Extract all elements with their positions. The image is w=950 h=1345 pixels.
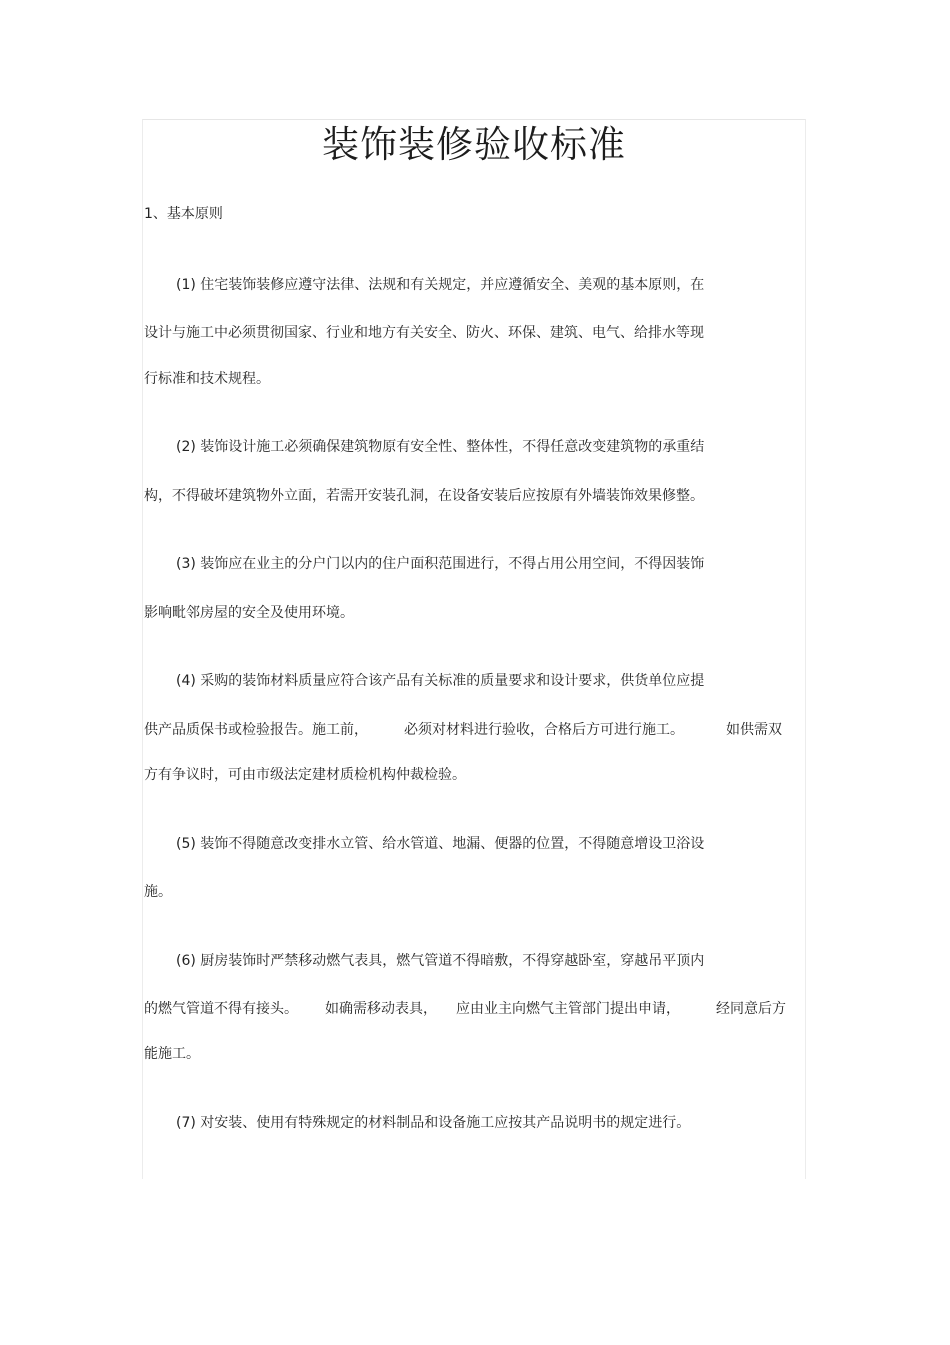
paragraph-2-line-2: 构，不得破坏建筑物外立面，若需开安装孔洞，在设备安装后应按原有外墙装饰效果修整。 xyxy=(144,488,704,504)
paragraph-7-line-1: (7) 对安装、使用有特殊规定的材料制品和设备施工应按其产品说明书的规定进行。 xyxy=(176,1115,691,1131)
paragraph-6-line-2-part-2: 如确需移动表具， xyxy=(325,1001,437,1017)
paragraph-4-line-2-part-1: 供产品质保书或检验报告。施工前， xyxy=(144,722,368,738)
paragraph-6-line-2-part-4: 经同意后方 xyxy=(716,1001,786,1017)
paragraph-6-line-2 xyxy=(144,999,786,1019)
document-title: 装饰装修验收标准 xyxy=(322,123,626,166)
paragraph-1-line-1: (1) 住宅装饰装修应遵守法律、法规和有关规定，并应遵循安全、美观的基本原则，在 xyxy=(176,277,705,293)
paragraph-4-line-2 xyxy=(144,720,782,740)
paragraph-4-line-1: (4) 采购的装饰材料质量应符合该产品有关标准的质量要求和设计要求，供货单位应提 xyxy=(176,673,705,689)
section-heading: 1、基本原则 xyxy=(144,206,223,222)
paragraph-3-line-1: (3) 装饰应在业主的分户门以内的住户面积范围进行，不得占用公用空间，不得因装饰 xyxy=(176,556,705,572)
paragraph-4-line-2-part-2: 必须对材料进行验收，合格后方可进行施工。 xyxy=(404,722,684,738)
paragraph-6-line-2-part-3: 应由业主向燃气主管部门提出申请， xyxy=(456,1001,680,1017)
paragraph-4-line-2-part-3: 如供需双 xyxy=(726,722,782,738)
paragraph-6-line-2-part-1: 的燃气管道不得有接头。 xyxy=(144,1001,298,1017)
paragraph-6-line-3: 能施工。 xyxy=(144,1046,200,1062)
paragraph-5-line-2: 施。 xyxy=(144,884,172,900)
paragraph-1-line-2: 设计与施工中必须贯彻国家、行业和地方有关安全、防火、环保、建筑、电气、给排水等现 xyxy=(144,325,704,341)
paragraph-4-line-3: 方有争议时，可由市级法定建材质检机构仲裁检验。 xyxy=(144,767,466,783)
paragraph-3-line-2: 影响毗邻房屋的安全及使用环境。 xyxy=(144,605,354,621)
paragraph-5-line-1: (5) 装饰不得随意改变排水立管、给水管道、地漏、便器的位置，不得随意增设卫浴设 xyxy=(176,836,705,852)
paragraph-1-line-3: 行标准和技术规程。 xyxy=(144,371,270,387)
paragraph-2-line-1: (2) 装饰设计施工必须确保建筑物原有安全性、整体性，不得任意改变建筑物的承重结 xyxy=(176,439,705,455)
paragraph-6-line-1: (6) 厨房装饰时严禁移动燃气表具，燃气管道不得暗敷，不得穿越卧室，穿越吊平顶内 xyxy=(176,953,705,969)
